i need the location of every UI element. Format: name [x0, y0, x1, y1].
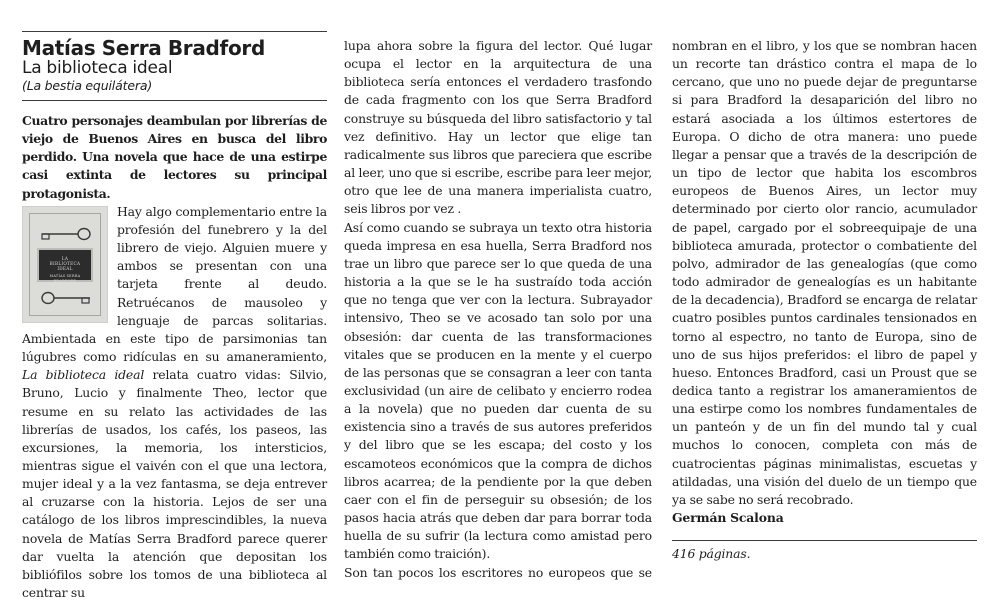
- review-paragraph-1-continued: lupa ahora sobre la figura del lector. Qué lugar ocupa el lector en la arquitectura de una biblioteca sería entonces el verdadero trasfondo de cada fragmento con los que Serra Bradford construye su búsqueda del libro satisfactorio y tal vez definitivo. Hay un lector que elige tan radicalmente sus libros que pareciera que escribe al leer, uno que si escribe, escribe para leer mejor, otro que lee de una manera imperialista cuatro, seis libros por vez .: [344, 38, 652, 217]
- book-publisher: (La bestia equilátera): [22, 78, 153, 93]
- review-paragraph-3-continued: nombran en el libro, y los que se nombran hacen un recorte tan drástico contra el mapa de lo cercano, que uno no puede dejar de preguntarse si para Bradford la desaparición del libro no estará asociada a los últimos estertores de Europa. O dicho de otra manera: uno puede llegar a pensar que a través de la descripción de un tipo de lector que habita los escombros europeos de Buenos Aires, un lector muy determinado por cierto olor rancio, acumulador de papel, cargado por el sobreequipaje de una biblioteca amurada, protector o combatiente del polvo, admirador de las genealogías (que como todo admirador de genealogías es un habitante de la decadencia), Bradford se encarga de relatar cuatro posibles puntos cardinales tensionados en torno al espectro, no tanto de Europa, sino de uno de sus hijos preferidos: el libro de papel y hueso. Entonces Bradford, casi un Proust que se dedica tanto a registrar los amaneramientos de una estirpe como los nombres fundamentales de un panteón y de un fin del mundo tal y cual muchos lo conocen, completa con más de cuatrocientas páginas minimalistas, escuetas y atildadas, una visión del duelo de un tiempo que ya se sabe no será recobrado.: [672, 38, 977, 507]
- text-run: relata cuatro vidas: Silvio, Bruno, Lucio y finalmente Theo, lector que resume en su relato las actividades de las librerías de usados, los cafés, los paseos, las excursiones, la memoria, los intersticios, mientras sigue el vaivén con el que una lectora, mujer ideal y a la vez fantasma, se deja entrever al cruzarse con la historia. Lejos de ser una catálogo de los libros imprescindibles, la nueva novela de Matías Serra Bradford parece querer dar vuelta la atención que depositan los bibliófilos sobre los tomos de una biblioteca al centrar su: [22, 367, 327, 601]
- header-bottom-rule: [22, 100, 327, 101]
- reviewer-signature: Germán Scalona: [672, 510, 784, 526]
- column-1: [22, 0, 327, 602]
- cover-label-line: LA: [61, 255, 69, 261]
- column-3: [672, 37, 977, 563]
- review-header: [22, 32, 327, 100]
- cover-label-line: BIBLIOTECA: [49, 260, 81, 266]
- cover-label-author: MATÍAS SERRA BRADFORD: [49, 273, 81, 283]
- text-run: Hay algo complementario entre la profesión del funebrero y la del librero de viejo. Alguien muere y ambos se presentan con una tarjeta frente al deudo. Retruécanos de mausoleo y lenguaje de parcas solitarias. Ambientada en este tipo de parsimonias tan lúgubres como ridículas en su amaneramiento,: [22, 203, 327, 365]
- cover-title-label: [37, 248, 93, 282]
- cover-label-line: IDEAL: [57, 265, 73, 271]
- column-2: [344, 37, 652, 582]
- footer-rule: [672, 540, 977, 541]
- key-icon: [40, 291, 92, 305]
- page-count: 416 páginas.: [672, 546, 751, 562]
- review-lede: Cuatro personajes deambulan por librerías de viejo de Buenos Aires en busca del libro perdido. Una novela que hace de una estirpe casi extinta de lectores su principal protagonista.: [22, 113, 327, 201]
- book-title-inline: La biblioteca ideal: [22, 367, 145, 383]
- review-paragraph-3: Son tan pocos los escritores no europeos que se: [344, 564, 652, 580]
- book-title: La biblioteca ideal: [22, 58, 173, 78]
- key-icon: [40, 227, 92, 241]
- book-author: Matías Serra Bradford: [22, 36, 265, 60]
- review-paragraph-2: Así como cuando se subraya un texto otra historia queda impresa en esa huella, Serra Bradford nos trae un libro que parece ser lo que queda de una historia a la que se le ha sustraído toda acción que no tenga que ver con la lectura. Subrayador intensivo, Theo se ve acosado tan solo por una obsesión: dar cuenta de las transformaciones vitales que se producen en la mente y el cuerpo de las personas que se consagran a leer con tanta exclusividad (un aire de celibato y encierro rodea a la novela) que no pueden dar cuenta de su existencia sino a través de sus autores preferidos y del libro que se les escapa; del costo y los escamoteos económicos que la compra de dichos libros acarrea; de la pendiente por la que deben caer con el fin de perseguir su obsesión; de los pasos hacia atrás que deben dar para borrar toda huella de su sufrir (la lectura como amistad pero también como traición).: [344, 219, 652, 562]
- book-cover-image: [22, 206, 108, 323]
